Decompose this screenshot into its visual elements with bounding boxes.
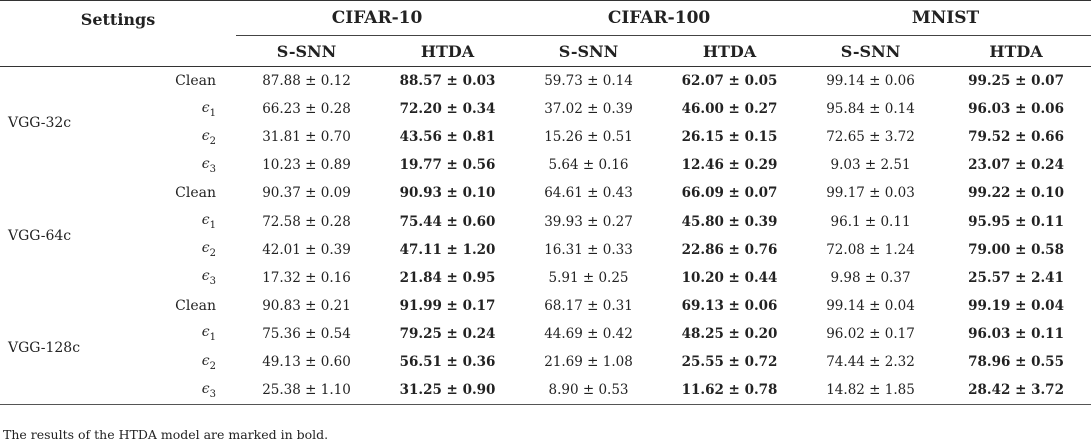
value-cell: 72.20 ± 0.34 xyxy=(399,101,496,118)
value-cell: 17.32 ± 0.16 xyxy=(262,269,351,286)
method-header: HTDA xyxy=(377,36,518,67)
condition-label: Clean xyxy=(175,297,217,314)
value-cell: 72.58 ± 0.28 xyxy=(262,213,351,230)
value-cell: 99.14 ± 0.04 xyxy=(826,297,915,314)
value-cell: 96.02 ± 0.17 xyxy=(826,325,915,342)
value-cell: 75.36 ± 0.54 xyxy=(262,325,351,342)
table-row xyxy=(0,348,1091,376)
table-row xyxy=(0,236,1091,264)
value-cell: 72.65 ± 3.72 xyxy=(826,129,915,146)
value-cell: 68.17 ± 0.31 xyxy=(544,297,633,314)
dataset-header-cifar10: CIFAR-10 xyxy=(236,1,518,36)
method-header: S-SNN xyxy=(518,36,659,67)
table-row xyxy=(0,179,1091,207)
table-row xyxy=(0,151,1091,179)
value-cell: 28.42 ± 3.72 xyxy=(941,376,1091,405)
value-cell: 23.07 ± 0.24 xyxy=(968,157,1064,174)
value-cell: 25.55 ± 0.72 xyxy=(681,353,778,370)
value-cell: 46.00 ± 0.27 xyxy=(681,101,778,118)
settings-header: Settings xyxy=(0,1,236,67)
value-cell: 42.01 ± 0.39 xyxy=(262,241,351,258)
value-cell: 87.88 ± 0.12 xyxy=(236,67,377,96)
condition-label: $\epsilon_3$ xyxy=(201,155,217,175)
value-cell: 99.17 ± 0.03 xyxy=(826,185,915,202)
value-cell: 25.57 ± 2.41 xyxy=(968,269,1064,286)
value-cell: 11.62 ± 0.78 xyxy=(659,376,800,405)
value-cell: 9.98 ± 0.37 xyxy=(830,269,911,286)
value-cell: 25.38 ± 1.10 xyxy=(236,376,377,405)
condition-label: $\epsilon_1$ xyxy=(201,324,217,344)
value-cell: 96.03 ± 0.11 xyxy=(968,325,1064,342)
condition-label: $\epsilon_1$ xyxy=(201,99,217,119)
table-body xyxy=(0,67,1091,405)
value-cell: 90.37 ± 0.09 xyxy=(262,185,351,202)
value-cell: 96.1 ± 0.11 xyxy=(830,213,911,230)
condition-label: $\epsilon_2$ xyxy=(201,240,217,259)
value-cell: 66.23 ± 0.28 xyxy=(262,101,351,118)
value-cell: 99.19 ± 0.04 xyxy=(968,297,1064,314)
condition-label: Clean xyxy=(175,185,217,202)
model-label: VGG-128c xyxy=(0,292,128,405)
table-row xyxy=(0,67,1091,96)
value-cell: 90.83 ± 0.21 xyxy=(262,297,351,314)
value-cell: 56.51 ± 0.36 xyxy=(399,353,496,370)
value-cell: 95.84 ± 0.14 xyxy=(826,101,915,118)
value-cell: 79.00 ± 0.58 xyxy=(968,241,1064,258)
table-row xyxy=(0,320,1091,348)
condition-label: $\epsilon_2$ xyxy=(201,127,217,147)
value-cell: 31.81 ± 0.70 xyxy=(262,129,351,146)
value-cell: 64.61 ± 0.43 xyxy=(544,185,633,202)
value-cell: 47.11 ± 1.20 xyxy=(399,241,496,258)
dataset-header-mnist: MNIST xyxy=(800,1,1091,36)
condition-label: $\epsilon_1$ xyxy=(201,212,217,231)
value-cell: 39.93 ± 0.27 xyxy=(544,213,633,230)
value-cell: 14.82 ± 1.85 xyxy=(800,376,941,405)
value-cell: 69.13 ± 0.06 xyxy=(681,297,778,314)
value-cell: 19.77 ± 0.56 xyxy=(399,157,496,174)
value-cell: 12.46 ± 0.29 xyxy=(681,157,778,174)
condition-label: $\epsilon_2$ xyxy=(201,352,217,372)
value-cell: 95.95 ± 0.11 xyxy=(968,213,1064,230)
value-cell: 16.31 ± 0.33 xyxy=(544,241,633,258)
value-cell: 75.44 ± 0.60 xyxy=(399,213,496,230)
value-cell: 21.69 ± 1.08 xyxy=(544,353,633,370)
value-cell: 22.86 ± 0.76 xyxy=(681,241,778,258)
value-cell: 99.25 ± 0.07 xyxy=(941,67,1091,96)
model-label: VGG-32c xyxy=(0,67,128,180)
method-header: S-SNN xyxy=(800,36,941,67)
value-cell: 15.26 ± 0.51 xyxy=(544,129,633,146)
model-label: VGG-64c xyxy=(8,227,72,244)
value-cell: 44.69 ± 0.42 xyxy=(544,325,633,342)
table-row xyxy=(0,264,1091,292)
value-cell: 99.22 ± 0.10 xyxy=(968,185,1064,202)
value-cell: 5.64 ± 0.16 xyxy=(548,157,629,174)
value-cell: 48.25 ± 0.20 xyxy=(681,325,778,342)
method-header: S-SNN xyxy=(236,36,377,67)
table-row xyxy=(0,292,1091,320)
value-cell: 91.99 ± 0.17 xyxy=(399,297,496,314)
method-header: HTDA xyxy=(659,36,800,67)
value-cell: 10.23 ± 0.89 xyxy=(262,157,351,174)
value-cell: 37.02 ± 0.39 xyxy=(544,101,633,118)
value-cell: 9.03 ± 2.51 xyxy=(830,157,911,174)
condition-label: $\epsilon_3$ xyxy=(201,268,217,288)
value-cell: 26.15 ± 0.15 xyxy=(681,129,778,146)
method-header: HTDA xyxy=(941,36,1091,67)
value-cell: 99.14 ± 0.06 xyxy=(800,67,941,96)
value-cell: 45.80 ± 0.39 xyxy=(681,213,778,230)
value-cell: 66.09 ± 0.07 xyxy=(681,185,778,202)
table-row xyxy=(0,95,1091,123)
value-cell: 43.56 ± 0.81 xyxy=(399,129,496,146)
value-cell: 59.73 ± 0.14 xyxy=(518,67,659,96)
value-cell: 88.57 ± 0.03 xyxy=(377,67,518,96)
value-cell: 49.13 ± 0.60 xyxy=(262,353,351,370)
value-cell: 96.03 ± 0.06 xyxy=(968,101,1064,118)
value-cell: 10.20 ± 0.44 xyxy=(681,269,778,286)
table-row xyxy=(0,207,1091,235)
condition-label: $\epsilon_3$ xyxy=(128,376,236,405)
table-row xyxy=(0,376,1091,405)
value-cell: 79.25 ± 0.24 xyxy=(399,325,496,342)
value-cell: 62.07 ± 0.05 xyxy=(659,67,800,96)
condition-label: Clean xyxy=(128,67,236,96)
value-cell: 78.96 ± 0.55 xyxy=(968,353,1064,370)
table-footnote: The results of the HTDA model are marked in bold. xyxy=(3,427,329,442)
value-cell: 72.08 ± 1.24 xyxy=(826,241,915,258)
value-cell: 5.91 ± 0.25 xyxy=(548,269,629,286)
value-cell: 74.44 ± 2.32 xyxy=(826,353,915,370)
value-cell: 8.90 ± 0.53 xyxy=(518,376,659,405)
value-cell: 31.25 ± 0.90 xyxy=(377,376,518,405)
table-row xyxy=(0,123,1091,151)
dataset-header-cifar100: CIFAR-100 xyxy=(518,1,800,36)
value-cell: 90.93 ± 0.10 xyxy=(399,185,496,202)
value-cell: 79.52 ± 0.66 xyxy=(968,129,1064,146)
value-cell: 21.84 ± 0.95 xyxy=(399,269,496,286)
